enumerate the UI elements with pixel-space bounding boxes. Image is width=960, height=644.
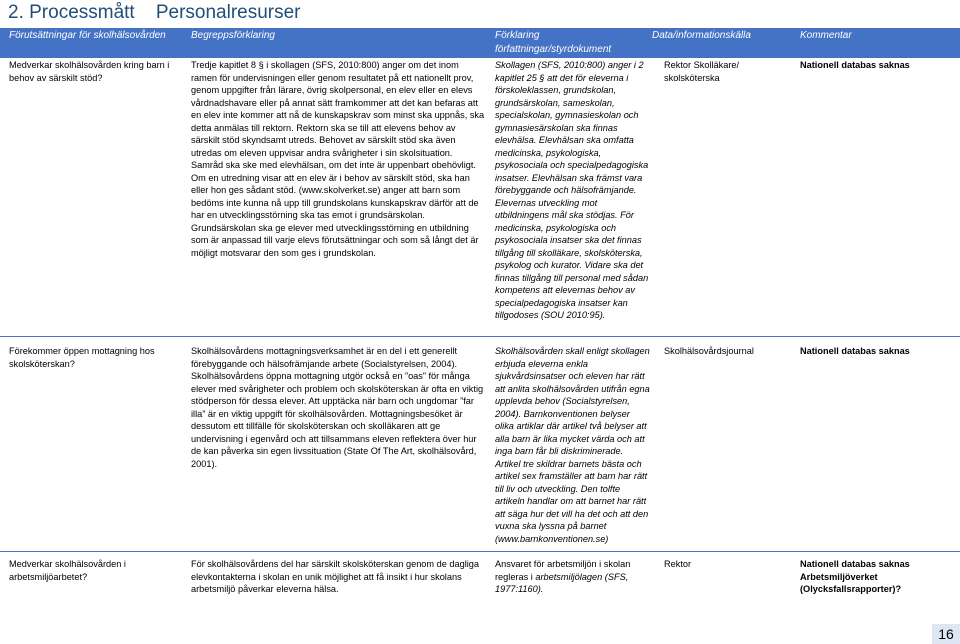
- row2-comment: Nationell databas saknas: [800, 346, 910, 356]
- row3-comment: Nationell databas saknas Arbetsmiljöverket (Olycksfallsrapporter)?: [800, 559, 910, 594]
- table-header: [0, 28, 960, 58]
- row3-explanation-law: arbetsmiljölagen (SFS, 1977:1160).: [495, 571, 629, 594]
- row1-concept: Tredje kapitlet 8 § i skollagen (SFS, 2010:800) anger om det inom ramen för undervisningen eller genom resultatet på ett nationellt prov, genom uppgifter från lärare, övrig skolpersonal, en elev eller en elevs vårdnadshavare eller på annat sätt framkommer att det kan befaras att en elev inte kommer att nå de kunskapskrav som minst ska uppnås, ska detta anmälas till rektorn. Rektorn ska se till att elevens behov av särskilt stöd skyndsamt utreds. Behovet av särskilt stöd ska även utredas om eleven uppvisar andra svårigheter i sin skolsituation. Samråd ska ske med elevhälsan, om det inte är uppenbart obehövligt. Om en utredning visar att en elev är i behov av särskilt stöd, ska han eller hon ges sådant stöd. (www.skolverket.se) anger att barn som bedöms inte kunna nå upp till grundskolans kunskapskrav därför att de har en utvecklingsstörning ska tas emot i grundsärskolan. Grundsärskolan ska ge elever med utvecklingsstörning en utbildning som är anpassad till varje elevs förutsättningar och som så långt det är möjligt motsvarar den som ges i grundskolan.: [191, 60, 485, 258]
- row2-question: Förekommer öppen mottagning hos skolsköterskan?: [9, 346, 155, 369]
- page-title: 2. Processmått Personalresurser: [8, 2, 301, 23]
- row3-question: Medverkar skolhälsovården i arbetsmiljöarbetet?: [9, 559, 126, 582]
- row-divider: [0, 551, 960, 552]
- row1-comment: Nationell databas saknas: [800, 60, 910, 70]
- header-source: Data/informationskälla: [652, 30, 751, 41]
- row3-source: Rektor: [664, 559, 692, 569]
- header-prerequisites: Förutsättningar för skolhälsovården: [9, 30, 166, 41]
- header-concept: Begreppsförklaring: [191, 30, 275, 41]
- row3-concept: För skolhälsovårdens del har särskilt skolsköterskan genom de dagliga elevkontakterna i skolan en unik möjlighet att få insikt i hur skolans arbetsmiljö påverkar eleverna hälsa.: [191, 559, 480, 594]
- row3-explanation: [495, 558, 650, 596]
- row1-question: Medverkar skolhälsovården kring barn i behov av särskilt stöd?: [9, 60, 170, 83]
- row1-source: Rektor Skolläkare/ skolsköterska: [664, 60, 740, 83]
- page-number: 16: [932, 624, 960, 644]
- header-explanation: Förklaring författningar/styrdokument: [495, 30, 612, 55]
- row1-explanation: Skollagen (SFS, 2010:800) anger i 2 kapitlet 25 § att det för eleverna i förskoleklassen, grundskolan, grundsärskolan, sameskolan, specialskolan, gymnasieskolan och gymnasiesärskolan ska finnas elevhälsa. Elevhälsan ska omfatta medicinska, psykologiska, psykosociala och specialpedagogiska insatser. Elevhälsan ska främst vara förebyggande och hälsofrämjande. Elevernas utveckling mot utbildningens mål ska stödjas. För medicinska, psykologiska och psykosociala insatser ska det finnas tillgång till skolläkare, skolsköterska, psykolog och kurator. Vidare ska det finnas tillgång till personal med sådan kompetens att elevernas behov av specialpedagogiska insatser kan tillgodoses (SOU 2010:95).: [495, 60, 649, 320]
- row2-concept: Skolhälsovårdens mottagningsverksamhet är en del i ett generellt förebyggande och hälsofrämjande arbete (Socialstyrelsen, 2004). Skolhälsovårdens öppna mottagning utgör också en ”oas” för många elever med svårigheter och problem och skolsköterskan är ofta en viktig stödperson för dessa elever. Att upptäcka när barn och ungdomar ”far illa” är en viktig uppgift för skolhälsovården. Mottagningsbesöket är dessutom ett tillfälle för skolsköterskan och skolläkaren att ge undervisning i egenvård och att tillsammans eleven reflektera över hur de kan påverka sin egen livssituation (State Of The Art, skolhälsovård, 2001).: [191, 346, 484, 469]
- row2-explanation: Skolhälsovården skall enligt skollagen erbjuda eleverna enkla sjukvårdsinsatser och eleven har rätt att anlita skolhälsovården utifrån egna upplevda behov (Socialstyrelsen, 2004). Barnkonventionen belyser olika artiklar där artikel två belyser att alla barn är lika mycket värda och att inga barn får bli diskriminerade. Artikel tre skildrar barnets bästa och artikel sex framställer att barn har rätt till liv och utveckling. Den tolfte artikeln handlar om att barnet har rätt att säga hur det vill ha det och att den vuxna ska lyssna på barnet (www.barnkonventionen.se): [495, 346, 650, 544]
- row2-source: Skolhälsovårdsjournal: [664, 346, 754, 356]
- row3-explanation-text: Ansvaret för arbetsmiljön i skolan regleras i: [495, 559, 631, 582]
- row-divider: [0, 336, 960, 337]
- header-comment: Kommentar: [800, 30, 852, 41]
